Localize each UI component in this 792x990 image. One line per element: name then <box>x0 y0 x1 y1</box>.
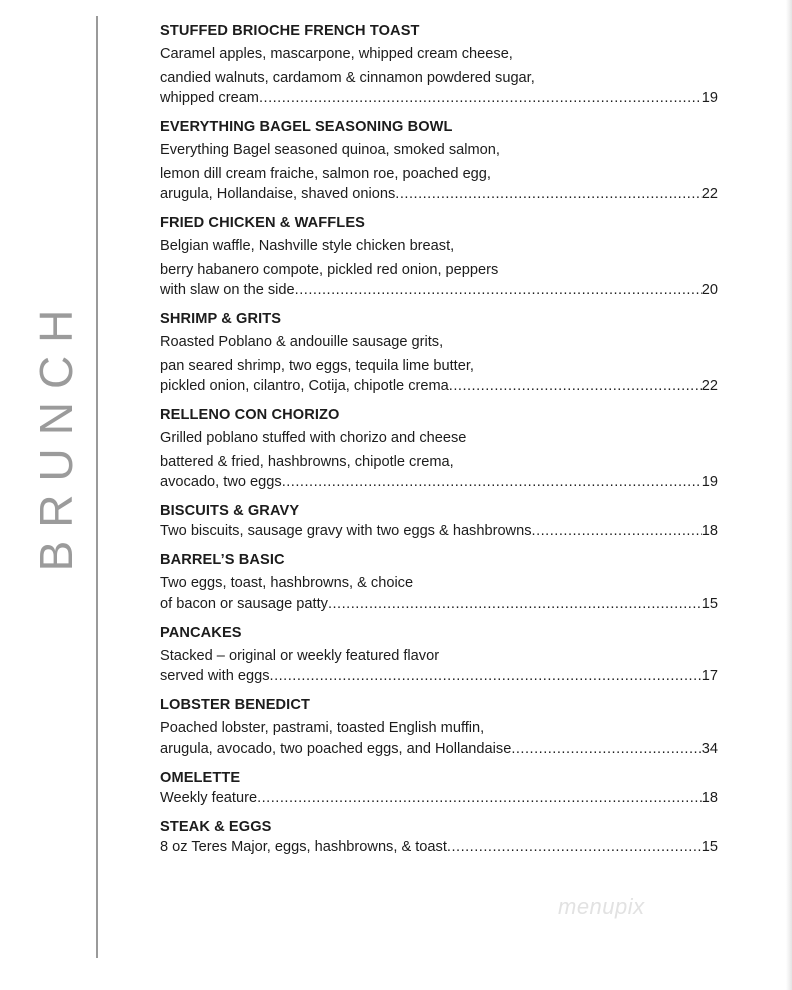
menu-item-description: pickled onion, cilantro, Cotija, chipotle crema <box>160 378 449 394</box>
menu-item-name: SHRIMP & GRITS <box>160 311 282 327</box>
menu-item-description: Two biscuits, sausage gravy with two eggs & hashbrowns <box>160 523 532 539</box>
menu-item-price: 19 <box>701 474 718 490</box>
menu-item-price: 22 <box>701 186 718 202</box>
menu-item-description: Two eggs, toast, hashbrowns, & choice <box>160 575 414 591</box>
menu-item-description: berry habanero compote, pickled red onion, peppers <box>160 261 499 278</box>
menu-item-price-line <box>160 839 718 855</box>
menu-item <box>160 622 720 685</box>
menu-item <box>160 20 720 106</box>
menu-item-price-line <box>160 668 718 684</box>
menu-item-description: whipped cream <box>160 90 259 106</box>
menu-item-description: with slaw on the side <box>160 282 295 298</box>
menu-item-price: 20 <box>701 282 718 298</box>
menu-item-description: Grilled poblano stuffed with chorizo and cheese <box>160 430 467 446</box>
menu-item <box>160 816 720 855</box>
menu-item-price: 15 <box>701 838 718 855</box>
menu-list <box>160 20 720 865</box>
menu-item-description: avocado, two eggs <box>160 474 282 490</box>
menu-item-description: served with eggs <box>160 668 270 684</box>
dot-leader <box>449 378 702 394</box>
dot-leader <box>257 790 702 806</box>
menu-item-description: arugula, avocado, two poached eggs, and Hollandaise <box>160 740 512 757</box>
menu-item-price-line <box>160 282 718 298</box>
page-edge-shadow <box>786 0 792 990</box>
menu-item-description: candied walnuts, cardamom & cinnamon powdered sugar, <box>160 69 535 86</box>
menu-item-name: OMELETTE <box>160 769 241 786</box>
menu-item <box>160 116 720 202</box>
menu-item-price: 18 <box>701 523 718 539</box>
menu-item-price-line <box>160 186 718 202</box>
menu-item-name: BISCUITS & GRAVY <box>160 503 300 519</box>
menu-item-description: Roasted Poblano & andouille sausage grits, <box>160 334 444 350</box>
menu-item-price: 34 <box>701 740 718 757</box>
dot-leader <box>270 668 702 684</box>
menu-item-description: lemon dill cream fraiche, salmon roe, poached egg, <box>160 165 491 182</box>
menu-item-price-line <box>160 523 718 539</box>
menu-item-description: Belgian waffle, Nashville style chicken breast, <box>160 238 455 254</box>
menu-item-description: Caramel apples, mascarpone, whipped cream cheese, <box>160 46 513 62</box>
menu-item-name: FRIED CHICKEN & WAFFLES <box>160 215 365 231</box>
menu-item <box>160 308 720 394</box>
menu-item-price: 19 <box>701 90 718 106</box>
menu-item-price-line <box>160 790 718 806</box>
dot-leader <box>395 186 701 202</box>
menu-item-description: of bacon or sausage patty <box>160 595 328 612</box>
menu-item-description: Everything Bagel seasoned quinoa, smoked salmon, <box>160 142 500 158</box>
dot-leader <box>447 839 702 855</box>
menu-item <box>160 212 720 298</box>
menu-item-price-line <box>160 474 718 490</box>
menu-item <box>160 404 720 490</box>
menu-item <box>160 767 720 806</box>
menu-item <box>160 549 720 612</box>
menu-item-price: 17 <box>701 668 718 684</box>
menu-item-name: BARREL’S BASIC <box>160 552 285 568</box>
menu-item-price-line <box>160 378 718 394</box>
menu-item-description: arugula, Hollandaise, shaved onions <box>160 186 396 202</box>
dot-leader <box>259 90 702 106</box>
menu-item <box>160 500 720 539</box>
menu-item-description: pan seared shrimp, two eggs, tequila lime butter, <box>160 357 474 374</box>
menu-item-price: 22 <box>701 378 718 394</box>
dot-leader <box>282 474 702 490</box>
menu-item-price-line <box>160 596 718 612</box>
menu-item-name: EVERYTHING BAGEL SEASONING BOWL <box>160 119 453 135</box>
menu-item-description: Weekly feature <box>160 789 258 806</box>
menu-item-price: 15 <box>701 595 718 612</box>
menu-item-name: RELLENO CON CHORIZO <box>160 407 340 423</box>
menu-item-price-line <box>160 741 718 757</box>
menu-item-name: PANCAKES <box>160 624 242 641</box>
menu-item <box>160 694 720 757</box>
dot-leader <box>511 741 701 757</box>
menu-item-name: STEAK & EGGS <box>160 818 272 835</box>
dot-leader <box>295 282 702 298</box>
menu-item-description: 8 oz Teres Major, eggs, hashbrowns, & toast <box>160 838 447 855</box>
menu-item-price: 18 <box>701 789 718 806</box>
dot-leader <box>532 523 702 539</box>
dot-leader <box>328 596 702 612</box>
section-title: BRUNCH <box>30 296 82 572</box>
menu-item-description: Stacked – original or weekly featured flavor <box>160 647 440 664</box>
vertical-divider <box>96 16 98 958</box>
menu-item-name: STUFFED BRIOCHE FRENCH TOAST <box>160 23 420 39</box>
menu-item-price-line <box>160 90 718 106</box>
menu-item-name: LOBSTER BENEDICT <box>160 697 310 713</box>
watermark: menupix <box>558 894 645 919</box>
menu-item-description: battered & fried, hashbrowns, chipotle crema, <box>160 453 454 470</box>
menu-item-description: Poached lobster, pastrami, toasted English muffin, <box>160 720 485 736</box>
